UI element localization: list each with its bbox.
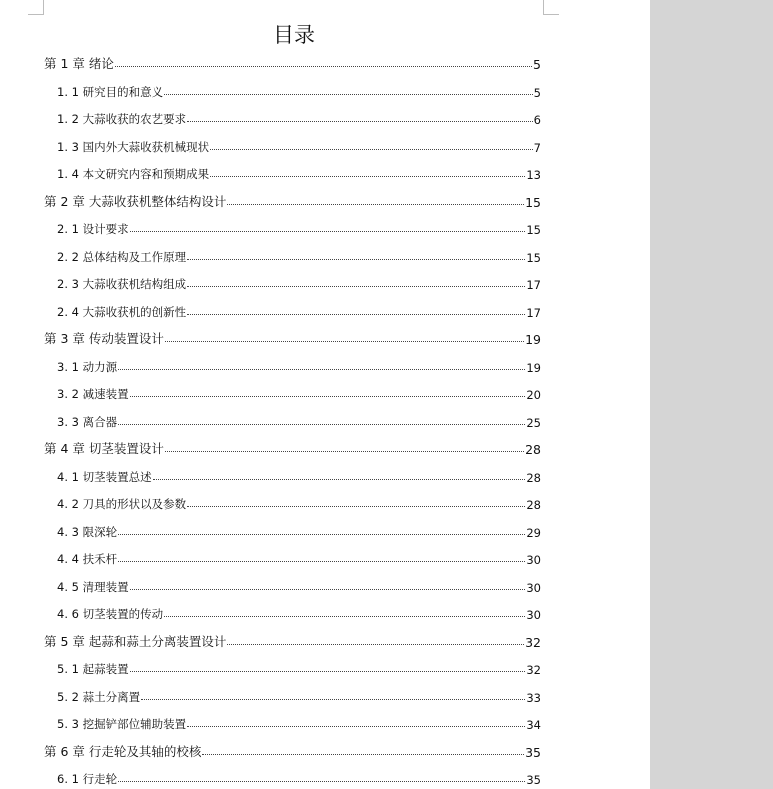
toc-entry-label: 第 5 章 起蒜和蒜土分离装置设计 — [44, 633, 227, 649]
toc-section-entry[interactable] — [57, 135, 541, 155]
dot-leader — [141, 699, 525, 700]
dot-leader — [118, 424, 525, 425]
dot-leader — [165, 341, 524, 342]
toc-page-number: 33 — [526, 690, 541, 705]
toc-page-number: 7 — [533, 140, 541, 155]
toc-page-number: 34 — [526, 718, 541, 732]
toc-entry-label: 4. 1 切茎装置总述 — [57, 469, 152, 484]
toc-page-number: 13 — [526, 168, 541, 182]
dot-leader — [187, 259, 525, 260]
dot-leader — [187, 726, 525, 727]
dot-leader — [210, 176, 525, 177]
toc-entry-label: 2. 2 总体结构及工作原理 — [57, 249, 187, 264]
toc-page-number: 35 — [526, 773, 541, 787]
toc-section-entry[interactable] — [57, 355, 541, 375]
toc-section-entry[interactable] — [57, 300, 541, 320]
dot-leader — [130, 671, 526, 672]
toc-section-entry[interactable] — [57, 767, 541, 787]
toc-section-entry[interactable] — [57, 492, 541, 512]
toc-entry-label: 5. 1 起蒜装置 — [57, 662, 129, 676]
toc-chapter-entry[interactable] — [44, 437, 541, 457]
dot-leader — [187, 121, 533, 122]
toc-entry-label: 4. 3 限深轮 — [57, 524, 118, 539]
toc-section-entry[interactable] — [57, 685, 541, 705]
toc-section-entry[interactable] — [57, 245, 541, 265]
toc-chapter-entry[interactable] — [44, 740, 541, 760]
toc-entry-label: 4. 6 切茎装置的传动 — [57, 607, 164, 621]
toc-page-number: 20 — [526, 388, 541, 402]
dot-leader — [118, 534, 525, 535]
dot-leader — [115, 66, 532, 67]
toc-page-number: 6 — [533, 113, 541, 127]
dot-leader — [187, 286, 525, 287]
toc-entry-label: 3. 3 离合器 — [57, 414, 118, 429]
toc-page-number: 17 — [526, 305, 541, 320]
toc-entry-label: 5. 2 蒜土分离置 — [57, 689, 141, 704]
toc-entry-label: 3. 2 减速装置 — [57, 387, 129, 401]
toc-entry-label: 6. 1 行走轮 — [57, 772, 118, 786]
dot-leader — [164, 616, 525, 617]
toc-chapter-entry[interactable] — [44, 190, 541, 210]
toc-section-entry[interactable] — [57, 547, 541, 567]
toc-section-entry[interactable] — [57, 382, 541, 402]
dot-leader — [118, 781, 525, 782]
toc-title: 目录 — [273, 23, 315, 47]
toc-section-entry[interactable] — [57, 712, 541, 732]
toc-section-entry[interactable] — [57, 272, 541, 292]
dot-leader — [210, 149, 533, 150]
toc-chapter-entry[interactable] — [44, 630, 541, 650]
dot-leader — [118, 561, 525, 562]
page-corner-mark-left — [28, 0, 44, 15]
toc-page-number: 29 — [526, 525, 541, 540]
page-corner-mark-right — [543, 0, 559, 15]
toc-entry-label: 1. 4 本文研究内容和预期成果 — [57, 167, 210, 181]
dot-leader — [187, 506, 525, 507]
toc-page-number: 15 — [526, 223, 541, 237]
toc-section-entry[interactable] — [57, 217, 541, 237]
toc-page-number: 32 — [525, 634, 541, 650]
toc-page-number: 5 — [533, 85, 541, 100]
toc-entry-label: 1. 3 国内外大蒜收获机械现状 — [57, 139, 210, 154]
dot-leader — [187, 314, 525, 315]
dot-leader — [227, 204, 524, 205]
toc-section-entry[interactable] — [57, 465, 541, 485]
toc-chapter-entry[interactable] — [44, 327, 541, 347]
toc-page-number: 28 — [526, 498, 541, 512]
toc-entry-label: 1. 2 大蒜收获的农艺要求 — [57, 112, 187, 126]
dot-leader — [130, 396, 526, 397]
dot-leader — [164, 94, 533, 95]
toc-page-number: 17 — [526, 278, 541, 292]
dot-leader — [202, 754, 524, 755]
toc-page-number: 15 — [525, 194, 541, 210]
toc-entry-label: 第 1 章 绪论 — [44, 56, 114, 71]
toc-page-number: 30 — [526, 608, 541, 622]
toc-page-number: 5 — [533, 57, 541, 72]
toc-entry-label: 第 2 章 大蒜收获机整体结构设计 — [44, 193, 227, 209]
toc-entry-label: 2. 1 设计要求 — [57, 222, 129, 236]
toc-section-entry[interactable] — [57, 107, 541, 127]
toc-section-entry[interactable] — [57, 162, 541, 182]
toc-section-entry[interactable] — [57, 80, 541, 100]
toc-page-number: 30 — [526, 580, 541, 595]
toc-entry-label: 2. 4 大蒜收获机的创新性 — [57, 304, 187, 319]
toc-section-entry[interactable] — [57, 657, 541, 677]
dot-leader — [165, 451, 524, 452]
dot-leader — [130, 231, 526, 232]
dot-leader — [118, 369, 525, 370]
toc-page-number: 15 — [526, 250, 541, 265]
toc-entry-label: 4. 4 扶禾杆 — [57, 552, 118, 566]
toc-page-number: 19 — [526, 360, 541, 375]
toc-entry-label: 2. 3 大蒜收获机结构组成 — [57, 277, 187, 291]
toc-page-number: 35 — [525, 744, 541, 760]
toc-chapter-entry[interactable] — [44, 52, 541, 72]
toc-section-entry[interactable] — [57, 575, 541, 595]
toc-section-entry[interactable] — [57, 410, 541, 430]
toc-page-number: 30 — [526, 553, 541, 567]
toc-page-number: 32 — [526, 663, 541, 677]
dot-leader — [227, 644, 524, 645]
dot-leader — [153, 479, 526, 480]
toc-section-entry[interactable] — [57, 520, 541, 540]
toc-page-number: 28 — [525, 442, 541, 457]
toc-page-number: 25 — [526, 415, 541, 430]
dot-leader — [130, 589, 526, 590]
toc-entry-label: 第 3 章 传动装置设计 — [44, 331, 164, 346]
toc-entry-label: 5. 3 挖掘铲部位辅助装置 — [57, 717, 187, 731]
toc-entry-label: 3. 1 动力源 — [57, 359, 118, 374]
toc-entry-label: 第 6 章 行走轮及其轴的校核 — [44, 743, 202, 759]
toc-entry-label: 4. 2 刀具的形状以及参数 — [57, 497, 187, 511]
toc-section-entry[interactable] — [57, 602, 541, 622]
toc-page-number: 28 — [526, 470, 541, 485]
toc-entry-label: 1. 1 研究目的和意义 — [57, 84, 164, 99]
toc-entry-label: 第 4 章 切茎装置设计 — [44, 441, 164, 456]
toc-page-number: 19 — [525, 332, 541, 347]
toc-entry-label: 4. 5 清理装置 — [57, 579, 129, 594]
